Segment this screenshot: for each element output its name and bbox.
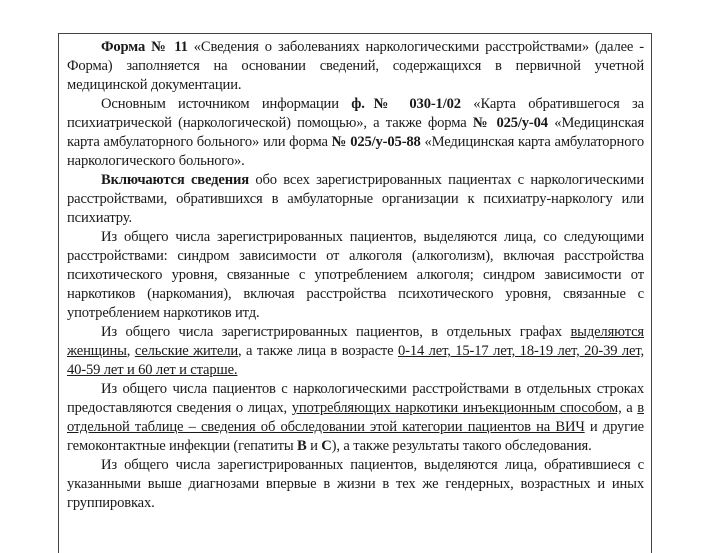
groups-text-2: ,	[126, 343, 135, 359]
rural-underline: сельские жители	[134, 343, 239, 359]
disorders-text: Из общего числа зарегистрированных пациентов, выделяются лица, со следующими расстройствами: синдром зависимости от алкоголя (алкоголизм), включая расстройства психотического уровня, связанные с употреблением алкоголя; синдром зависимости от наркотиков (наркомания), включая расстройства психотического уровня, связанные с употреблением наркотиков итд.	[67, 229, 644, 321]
included-text: обо всех зарегистрированных пациентах с наркологическими расстройствами, обратившихся в амбулаторные организации к психиатру-наркологу или психиатру.	[67, 172, 644, 226]
included-label: Включаются сведения	[101, 172, 249, 188]
injection-text-2: а	[621, 400, 638, 416]
hiv-table-underline: в отдельной таблице – сведения об обследовании этой категории пациентов на ВИЧ	[67, 400, 644, 435]
paragraph-sources	[67, 95, 644, 171]
age-groups-underline: 0-14 лет, 15-17 лет, 18-19 лет, 20-39 лет, 40-59 лет и 60 лет и старше.	[67, 343, 645, 378]
paragraph-groups	[67, 323, 644, 380]
injection-text-4: и	[306, 438, 322, 454]
document-body	[67, 38, 644, 513]
groups-text-3: , а также лица в возрасте	[238, 343, 398, 359]
injection-text-1: Из общего числа пациентов с наркологическими расстройствами в отдельных строках предоставляются сведения о лицах,	[67, 381, 644, 416]
sources-text-3: «Медицинская карта амбулаторного больного» или форма	[67, 115, 645, 150]
paragraph-first-time	[67, 456, 644, 513]
injection-text-5: ), а также результаты такого обследования.	[331, 438, 592, 454]
first-time-text: Из общего числа зарегистрированных пациентов, выделяются лица, обратившиеся с указанными выше диагнозами впервые в жизни в тех же гендерных, возрастных и иных группировках.	[67, 457, 644, 511]
paragraph-injection	[67, 380, 644, 456]
sources-text-2: «Карта обратившегося за психиатрической (наркологической) помощью», а также форма	[67, 96, 644, 131]
sources-text-1: Основным источником информации	[101, 96, 352, 112]
form-025-05-88-label: № 025/у-05-88	[331, 134, 421, 150]
form-11-label: Форма № 11	[101, 39, 188, 55]
groups-text-1: Из общего числа зарегистрированных пациентов, в отдельных графах	[101, 324, 571, 340]
injection-text-3: и другие гемоконтактные инфекции (гепатиты	[67, 419, 644, 454]
form-030-label: ф.№ 030-1/02	[351, 96, 461, 112]
paragraph-form-11	[67, 38, 644, 95]
women-underline: выделяются женщины	[67, 324, 644, 359]
paragraph-included-info	[67, 171, 644, 228]
form-11-text: «Сведения о заболеваниях наркологическими расстройствами» (далее - Форма) заполняется на основании сведений, содержащихся в первичной учетной медицинской документации.	[67, 39, 644, 93]
hepatitis-c-label: С	[321, 438, 332, 454]
hepatitis-b-label: В	[297, 438, 307, 454]
form-025-04-label: № 025/у-04	[472, 115, 548, 131]
sources-text-4: «Медицинская карта амбулаторного наркологического больного».	[67, 134, 644, 169]
paragraph-disorders	[67, 228, 644, 323]
injection-underline: употребляющих наркотики инъекционным способом,	[291, 400, 622, 416]
